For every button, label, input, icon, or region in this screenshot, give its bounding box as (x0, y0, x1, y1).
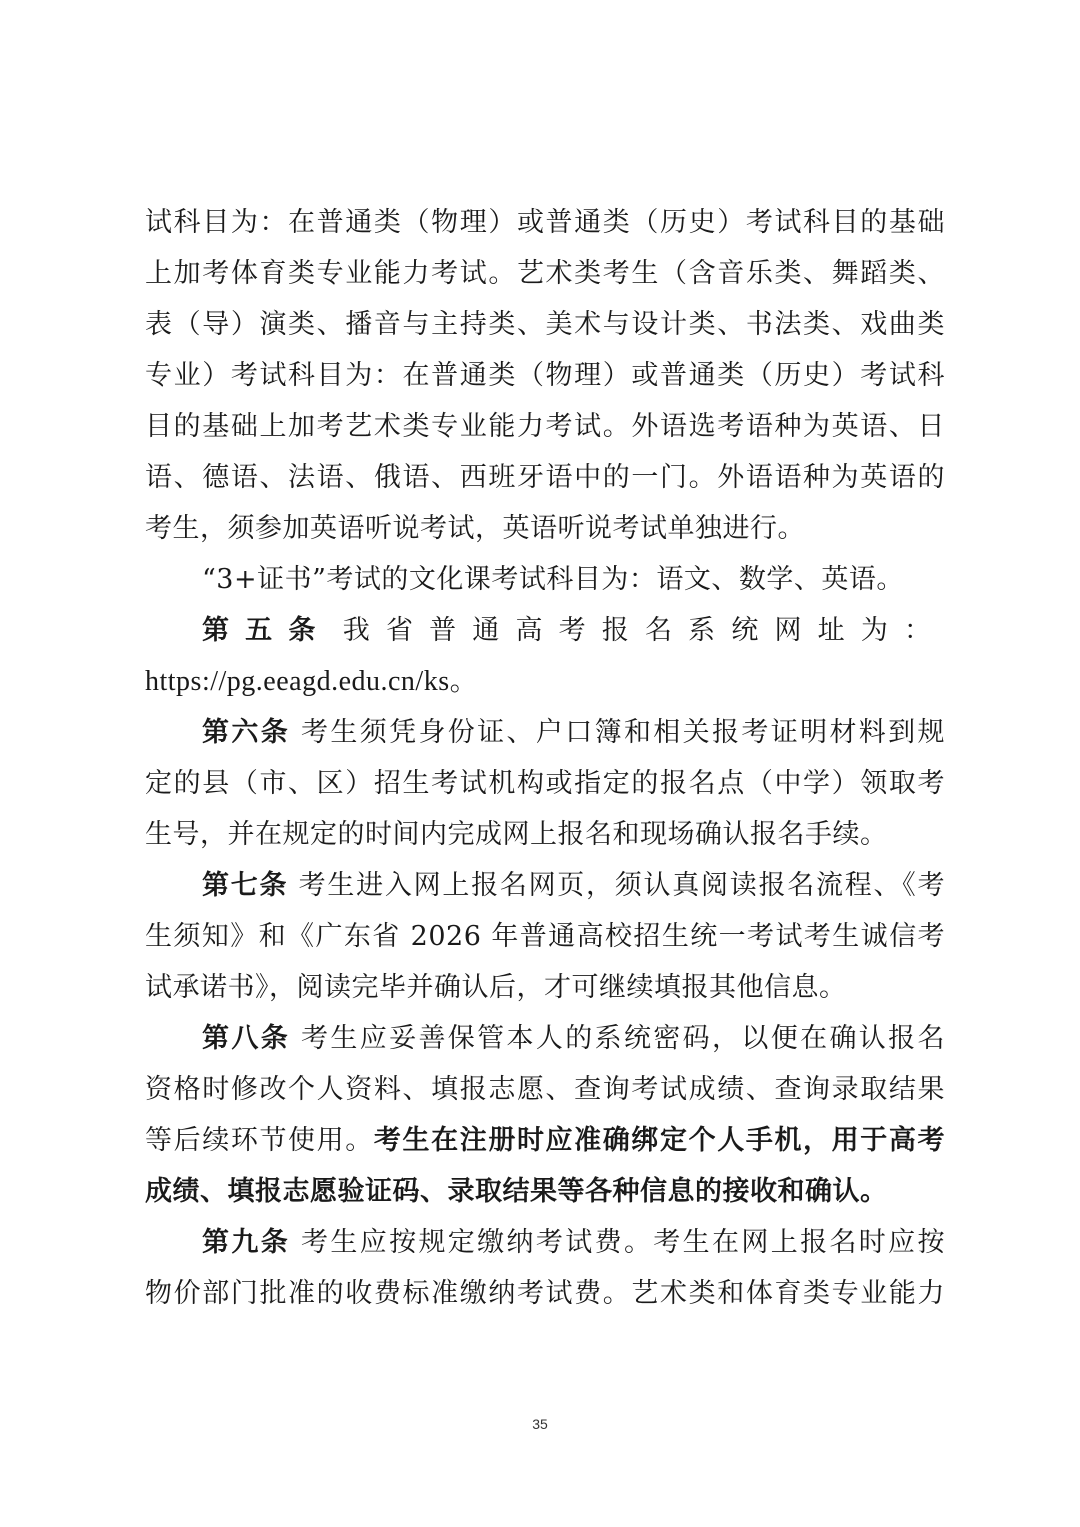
page-number: 35 (532, 1416, 548, 1432)
text-line: 生号，并在规定的时间内完成网上报名和现场确认报名手续。 (145, 819, 888, 850)
text-line: 上加考体育类专业能力考试。艺术类考生（含音乐类、舞蹈类、 (145, 258, 945, 289)
text-line: 生须知》和《广东省 2026 年普通高校招生统一考试考生诚信考 (145, 921, 945, 952)
registration-url: https://pg.eeagd.edu.cn/ks。 (145, 666, 479, 697)
text-line: 考生，须参加英语听说考试，英语听说考试单独进行。 (145, 513, 805, 544)
text-line: 试承诺书》，阅读完毕并确认后，才可继续填报其他信息。 (145, 972, 847, 1003)
text-line: 物价部门批准的收费标准缴纳考试费。艺术类和体育类专业能力 (145, 1278, 945, 1309)
article-7-heading: 第七条 (202, 870, 289, 901)
text-line: 语、德语、法语、俄语、西班牙语中的一门。外语语种为英语的 (145, 462, 945, 493)
article-6-line (145, 707, 945, 758)
article-7-text: 考生进入网上报名网页，须认真阅读报名流程、《考 (298, 870, 946, 901)
text-line: 资格时修改个人资料、填报志愿、查询考试成绩、查询录取结果 (145, 1074, 945, 1105)
article-8-emphasis-line: 成绩、填报志愿验证码、录取结果等各种信息的接收和确认。 (145, 1176, 888, 1207)
article-8-mixed-line (145, 1115, 945, 1166)
text-line: 试科目为：在普通类（物理）或普通类（历史）考试科目的基础 (145, 207, 945, 238)
article-7-line (145, 860, 945, 911)
article-5-heading: 第五条 (202, 615, 332, 646)
article-6-text: 考生须凭身份证、户口簿和相关报考证明材料到规 (301, 717, 946, 748)
article-9-text: 考生应按规定缴纳考试费。考生在网上报名时应按 (301, 1227, 946, 1258)
article-9-heading: 第九条 (202, 1227, 291, 1258)
article-8-text: 考生应妥善保管本人的系统密码，以便在确认报名 (301, 1023, 946, 1054)
text-line: “3+证书”考试的文化课考试科目为：语文、数学、英语。 (202, 564, 904, 595)
article-8-emphasis-text: 考生在注册时应准确绑定个人手机，用于高考 (373, 1125, 946, 1156)
article-9-line (145, 1217, 945, 1268)
text-line: 表（导）演类、播音与主持类、美术与设计类、书法类、戏曲类 (145, 309, 945, 340)
article-8-heading: 第八条 (202, 1023, 291, 1054)
text-line: 目的基础上加考艺术类专业能力考试。外语选考语种为英语、日 (145, 411, 945, 442)
article-5-text: 我省普通高考报名系统网址为： (342, 615, 946, 646)
article-8-line (145, 1013, 945, 1064)
document-page-body (145, 197, 945, 1319)
article-6-heading: 第六条 (202, 717, 291, 748)
article-5-line (145, 605, 945, 656)
text-line: 定的县（市、区）招生考试机构或指定的报名点（中学）领取考 (145, 768, 945, 799)
article-8-normal-text: 等后续环节使用。 (145, 1125, 374, 1156)
text-line: 专业）考试科目为：在普通类（物理）或普通类（历史）考试科 (145, 360, 945, 391)
